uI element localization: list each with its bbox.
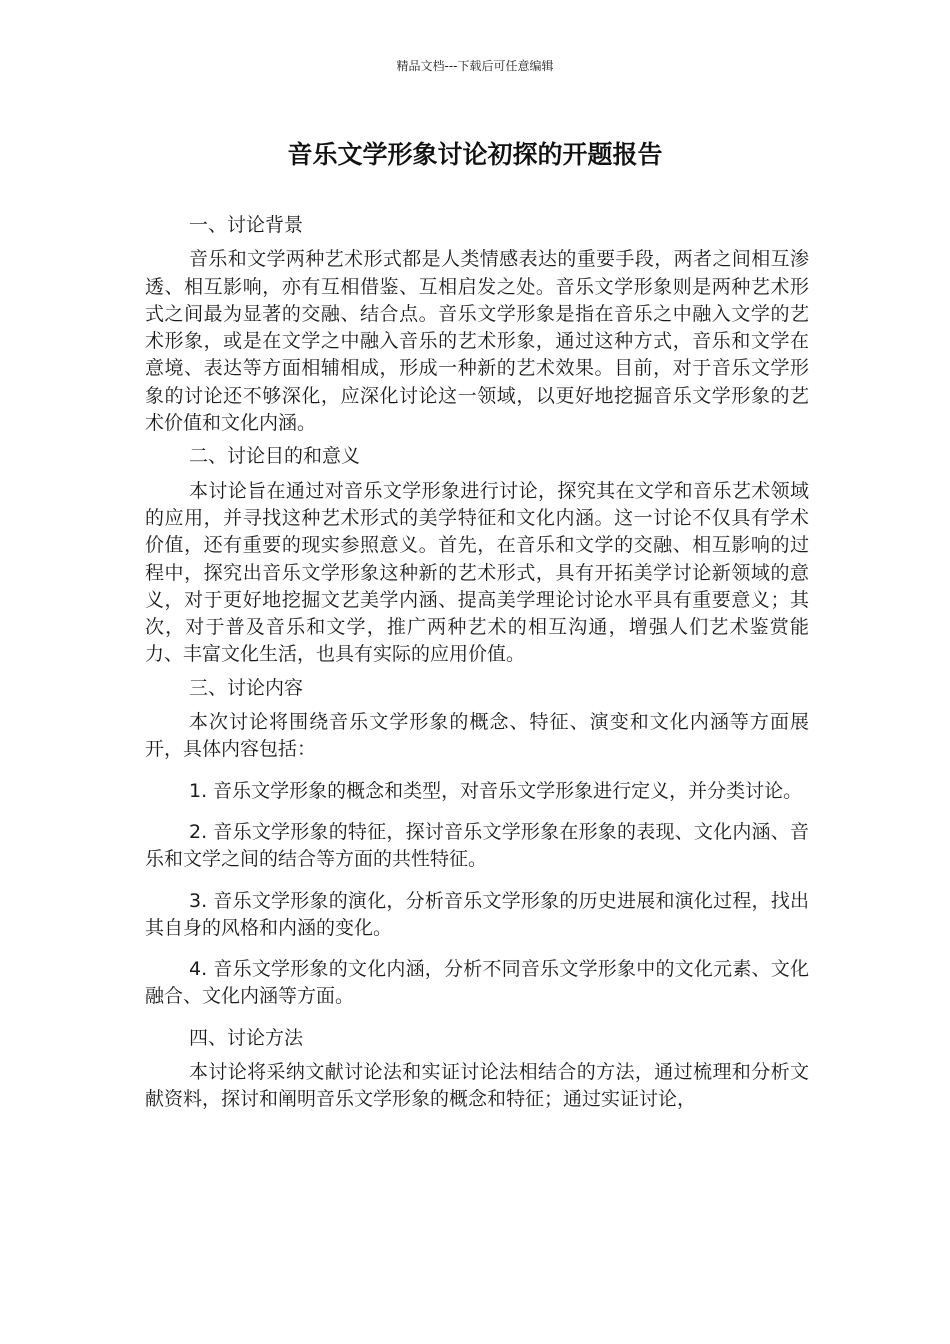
list-item-1: 1. 音乐文学形象的概念和类型，对音乐文学形象进行定义，并分类讨论。: [189, 779, 803, 802]
section-heading-background: 一、讨论背景: [189, 214, 304, 236]
list-item-2: 2. 音乐文学形象的特征，探讨音乐文学形象在形象的表现、文化内涵、音乐和文学之间的结合等方面的共性特征。: [145, 820, 809, 871]
paragraph-purpose: 本讨论旨在通过对音乐文学形象进行讨论，探究其在文学和音乐艺术领域的应用，并寻找这种艺术形式的美学特征和文化内涵。这一讨论不仅具有学术价值，还有重要的现实参照意义。首先，在音乐和文学的交融、相互影响的过程中，探究出音乐文学形象这种新的艺术形式，具有开拓美学讨论新领域的意义，对于更好地挖掘文艺美学内涵、提高美学理论讨论水平具有重要意义；其次，对于普及音乐和文学，推广两种艺术的相互沟通，增强人们艺术鉴赏能力、丰富文化生活，也具有实际的应用价值。: [145, 479, 809, 666]
section-heading-content: 三、讨论内容: [189, 676, 304, 699]
document-title: 音乐文学形象讨论初探的开题报告: [287, 140, 663, 169]
page-header: 精品文档---下载后可任意编辑: [396, 59, 554, 73]
section-heading-purpose: 二、讨论目的和意义: [189, 445, 361, 468]
section-heading-method: 四、讨论方法: [189, 1026, 304, 1049]
paragraph-content-intro: 本次讨论将围绕音乐文学形象的概念、特征、演变和文化内涵等方面展开，具体内容包括：: [145, 711, 809, 761]
paragraph-method: 本讨论将采纳文献讨论法和实证讨论法相结合的方法，通过梳理和分析文献资料，探讨和阐明音乐文学形象的概念和特征；通过实证讨论，: [145, 1061, 809, 1111]
document-body: [145, 212, 809, 1120]
list-item-4: 4. 音乐文学形象的文化内涵，分析不同音乐文学形象中的文化元素、文化融合、文化内涵等方面。: [145, 958, 809, 1008]
list-item-3: 3. 音乐文学形象的演化，分析音乐文学形象的历史进展和演化过程，找出其自身的风格和内涵的变化。: [145, 889, 809, 939]
paragraph-background: 音乐和文学两种艺术形式都是人类情感表达的重要手段，两者之间相互渗透、相互影响，亦有互相借鉴、互相启发之处。音乐文学形象则是两种艺术形式之间最为显著的交融、结合点。音乐文学形象是指在音乐之中融入文学的艺术形象，或是在文学之中融入音乐的艺术形象，通过这种方式，音乐和文学在意境、表达等方面相辅相成，形成一种新的艺术效果。目前，对于音乐文学形象的讨论还不够深化，应深化讨论这一领域，以更好地挖掘音乐文学形象的艺术价值和文化内涵。: [145, 248, 809, 435]
